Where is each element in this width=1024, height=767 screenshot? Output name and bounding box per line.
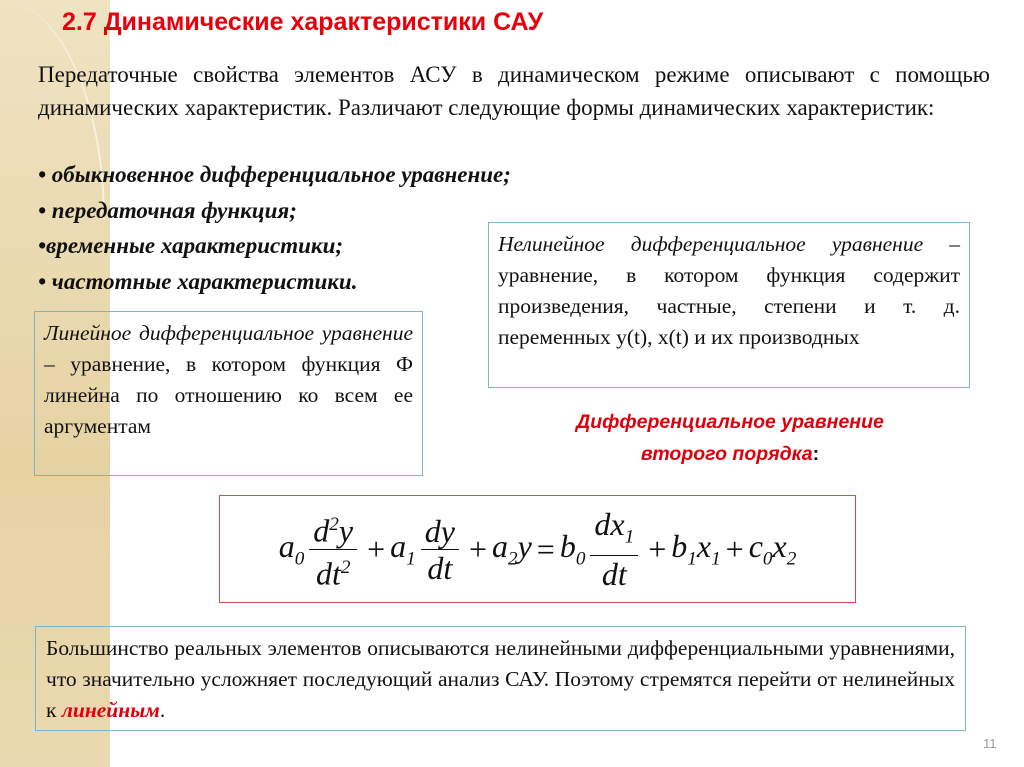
bullet-item: • обыкновенное дифференциальное уравнение; (38, 162, 511, 187)
nonlinear-term: Нелинейное дифференциальное уравнение (498, 232, 924, 256)
linear-term: Линейное дифференциальное уравнение (44, 321, 413, 345)
nonlinear-text: – уравнение, в котором функция содержит произведения, частные, степени и т. д. переменных y(t), x(t) и их производных (498, 232, 961, 349)
heading-line-2: второго порядка (640, 443, 813, 465)
bottom-note-highlight: линейным (61, 698, 160, 722)
linear-definition-box (34, 311, 423, 476)
intro-paragraph: Передаточные свойства элементов АСУ в динамическом режиме описывают с помощью динамических характеристик. Различают следующие формы динамических характеристик: (38, 62, 990, 120)
bottom-note-text: Большинство реальных элементов описываются нелинейными дифференциальными уравнениями, что значительно усложняет последующий анализ САУ. Поэтому стремятся перейти от нелинейных к (46, 636, 955, 722)
second-order-heading (495, 406, 965, 470)
bullet-item: • передаточная функция; (38, 198, 297, 223)
heading-colon: : (812, 443, 820, 465)
bullet-item: •временные характеристики; (38, 233, 344, 258)
linear-text: – уравнение, в котором функция Ф линейна по отношению ко всем ее аргументам (44, 352, 413, 438)
bottom-note-box (35, 626, 966, 731)
bullet-item: • частотные характеристики. (38, 269, 358, 294)
page-number: 11 (983, 736, 997, 751)
heading-line-1: Дифференциальное уравнение (576, 411, 884, 433)
differential-equation-formula: $a_0$ $\frac{d^2y}{dt^2}$ + $a_1$ $\frac{dy}{dt}$ + $a_2y$ = $b_0$ $\frac{dx_1}{dt}$ + $b_1x_1$ + $c_0x_2$ (219, 495, 856, 603)
slide-title: 2.7 Динамические характеристики САУ (62, 8, 544, 36)
bottom-note-end: . (159, 698, 166, 722)
nonlinear-definition-box (488, 222, 970, 388)
